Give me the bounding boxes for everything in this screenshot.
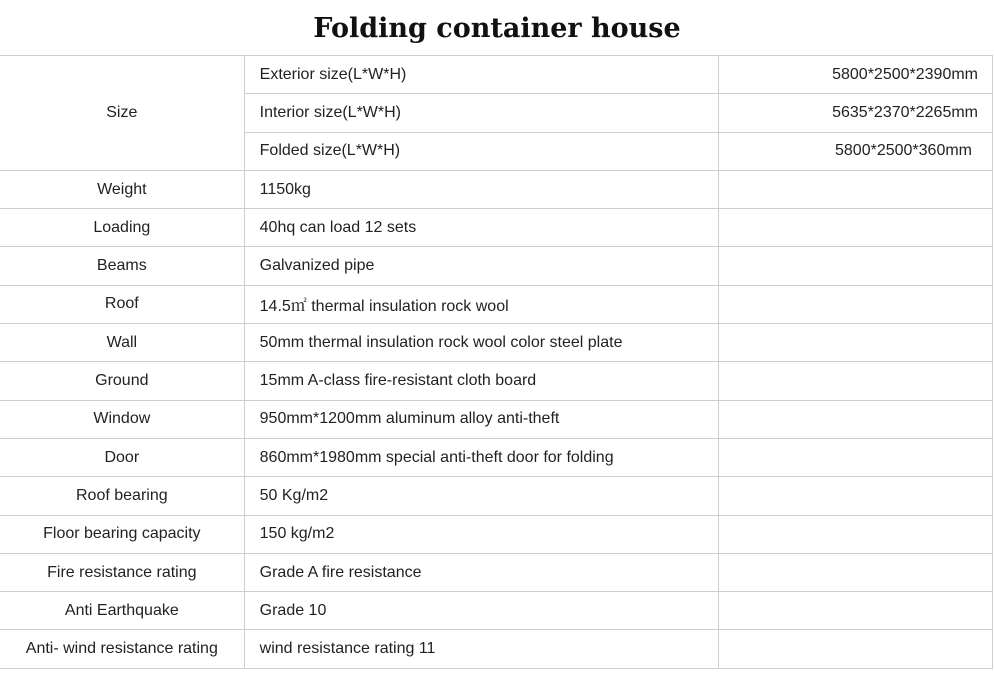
spec-name: Anti- wind resistance rating <box>0 630 244 668</box>
empty-cell <box>718 285 992 323</box>
table-row <box>0 438 993 476</box>
spec-value: 40hq can load 12 sets <box>244 209 718 247</box>
empty-cell <box>718 553 992 591</box>
size-row-value: 5800*2500*2390mm <box>718 56 992 94</box>
spec-value: 15mm A-class fire-resistant cloth board <box>244 362 718 400</box>
spec-name: Roof <box>0 285 244 323</box>
spec-name: Weight <box>0 170 244 208</box>
spec-name: Loading <box>0 209 244 247</box>
table-row <box>0 209 993 247</box>
table-row <box>0 170 993 208</box>
table-row <box>0 324 993 362</box>
spec-value: Grade 10 <box>244 592 718 630</box>
spec-name: Floor bearing capacity <box>0 515 244 553</box>
empty-cell <box>718 477 992 515</box>
table-row <box>0 56 993 94</box>
empty-cell <box>718 247 992 285</box>
table-row <box>0 592 993 630</box>
empty-cell <box>718 324 992 362</box>
spec-name: Fire resistance rating <box>0 553 244 591</box>
spec-value: 14.5㎡ thermal insulation rock wool <box>244 285 718 323</box>
spec-value: Grade A fire resistance <box>244 553 718 591</box>
spec-value: 1150kg <box>244 170 718 208</box>
table-row <box>0 362 993 400</box>
empty-cell <box>718 209 992 247</box>
empty-cell <box>718 400 992 438</box>
table-row <box>0 400 993 438</box>
spec-name: Wall <box>0 324 244 362</box>
empty-cell <box>718 630 992 668</box>
spec-name: Door <box>0 438 244 476</box>
spec-value: 150 kg/m2 <box>244 515 718 553</box>
size-row-label: Folded size(L*W*H) <box>244 132 718 170</box>
spec-value: 50 Kg/m2 <box>244 477 718 515</box>
page-title: Folding container house <box>313 13 681 44</box>
spec-value: 860mm*1980mm special anti-theft door for folding <box>244 438 718 476</box>
table-row <box>0 553 993 591</box>
spec-name: Ground <box>0 362 244 400</box>
spec-value: Galvanized pipe <box>244 247 718 285</box>
spec-name: Beams <box>0 247 244 285</box>
table-row <box>0 515 993 553</box>
empty-cell <box>718 515 992 553</box>
spec-table <box>0 55 993 669</box>
spec-value: 950mm*1200mm aluminum alloy anti-theft <box>244 400 718 438</box>
empty-cell <box>718 362 992 400</box>
empty-cell <box>718 438 992 476</box>
spec-value: wind resistance rating 11 <box>244 630 718 668</box>
table-row <box>0 630 993 668</box>
spec-value: 50mm thermal insulation rock wool color steel plate <box>244 324 718 362</box>
size-row-value: 5800*2500*360mm <box>718 132 992 170</box>
size-row-label: Exterior size(L*W*H) <box>244 56 718 94</box>
size-row-value: 5635*2370*2265mm <box>718 94 992 132</box>
spec-name: Roof bearing <box>0 477 244 515</box>
spec-name: Window <box>0 400 244 438</box>
table-row <box>0 285 993 323</box>
empty-cell <box>718 592 992 630</box>
table-row <box>0 247 993 285</box>
empty-cell <box>718 170 992 208</box>
size-label: Size <box>0 56 244 171</box>
table-row <box>0 477 993 515</box>
spec-name: Anti Earthquake <box>0 592 244 630</box>
size-row-label: Interior size(L*W*H) <box>244 94 718 132</box>
